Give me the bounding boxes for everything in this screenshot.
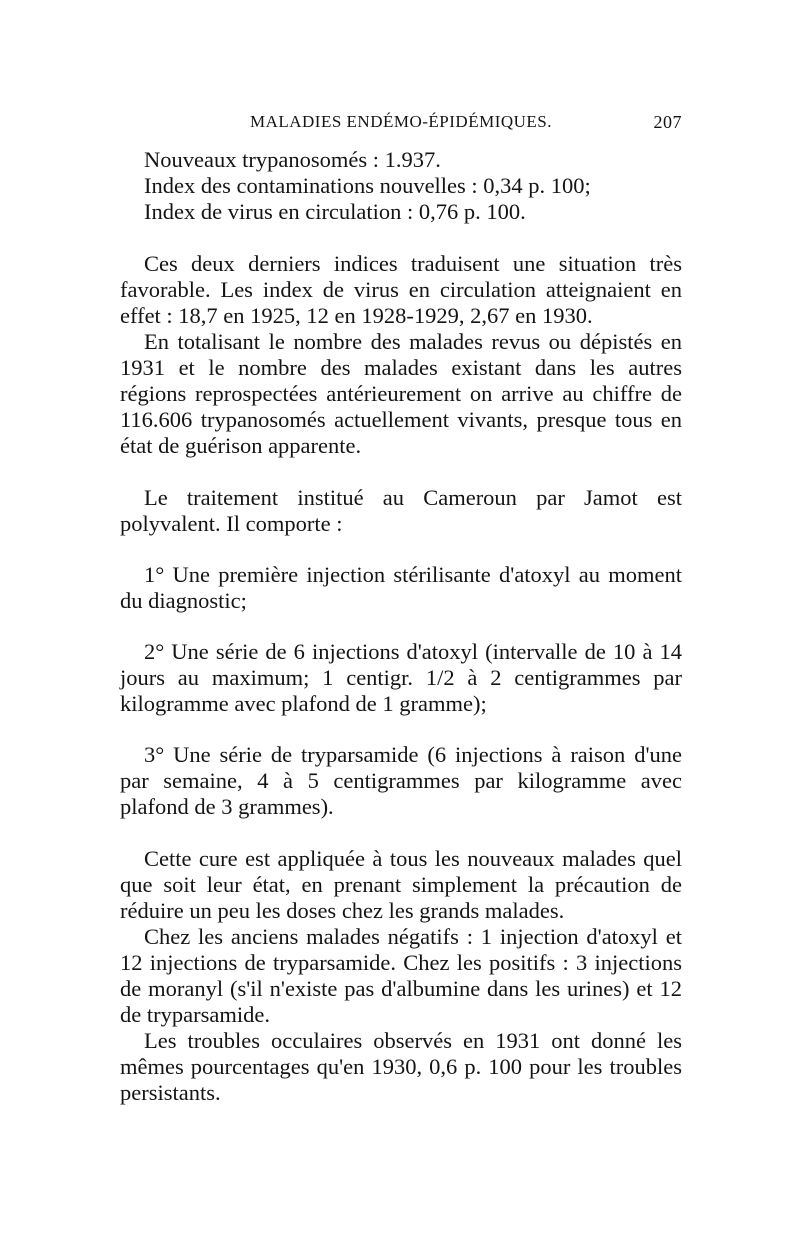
stat-contamination-index: Index des contaminations nouvelles : 0,34 p. 100; [144, 173, 591, 198]
treatment-item-1: 1° Une première injection stérilisante d'atoxyl au moment du diagnostic; [120, 562, 682, 613]
paragraph-totals: En totalisant le nombre des malades revus ou dépistés en 1931 et le nombre des malades existant dans les autres régions reprospectées antérieurement on arrive au chiffre de 116.606 trypanosomés actuellement vivants, presque tous en état de guérison apparente. [120, 329, 682, 458]
body-text [120, 147, 682, 1106]
paragraph-indices: Ces deux derniers indices traduisent une situation très favorable. Les index de virus en circulation atteignaient en effet : 18,7 en 1925, 12 en 1928-1929, 2,67 en 1930. [120, 251, 682, 328]
page-number: 207 [653, 112, 682, 132]
treatment-item-2: 2° Une série de 6 injections d'atoxyl (intervalle de 10 à 14 jours au maximum; 1 centigr. 1/2 à 2 centigrammes par kilogramme avec plafond de 1 gramme); [120, 639, 682, 716]
paragraph-treatment-intro: Le traitement institué au Cameroun par Jamot est polyvalent. Il comporte : [120, 485, 682, 536]
paragraph-ocular-troubles: Les troubles occulaires observés en 1931 ont donné les mêmes pourcentages qu'en 1930, 0,6 p. 100 pour les troubles persistants. [120, 1028, 682, 1105]
running-head [120, 112, 682, 142]
paragraph-old-patients: Chez les anciens malades négatifs : 1 injection d'atoxyl et 12 injections de tryparsamide. Chez les positifs : 3 injections de moranyl (s'il n'existe pas d'albumine dans les urines) et 12 de tryparsamide. [120, 924, 682, 1027]
paragraph-cure: Cette cure est appliquée à tous les nouveaux malades quel que soit leur état, en prenant simplement la précaution de réduire un peu les doses chez les grands malades. [120, 846, 682, 923]
running-title: MALADIES ENDÉMO-ÉPIDÉMIQUES. [249, 112, 553, 131]
stat-virus-index: Index de virus en circulation : 0,76 p. 100. [144, 199, 526, 224]
stat-new-trypanosomes: Nouveaux trypanosomés : 1.937. [144, 147, 441, 172]
treatment-item-3: 3° Une série de tryparsamide (6 injections à raison d'une par semaine, 4 à 5 centigrammes par kilogramme avec plafond de 3 grammes). [120, 742, 682, 819]
